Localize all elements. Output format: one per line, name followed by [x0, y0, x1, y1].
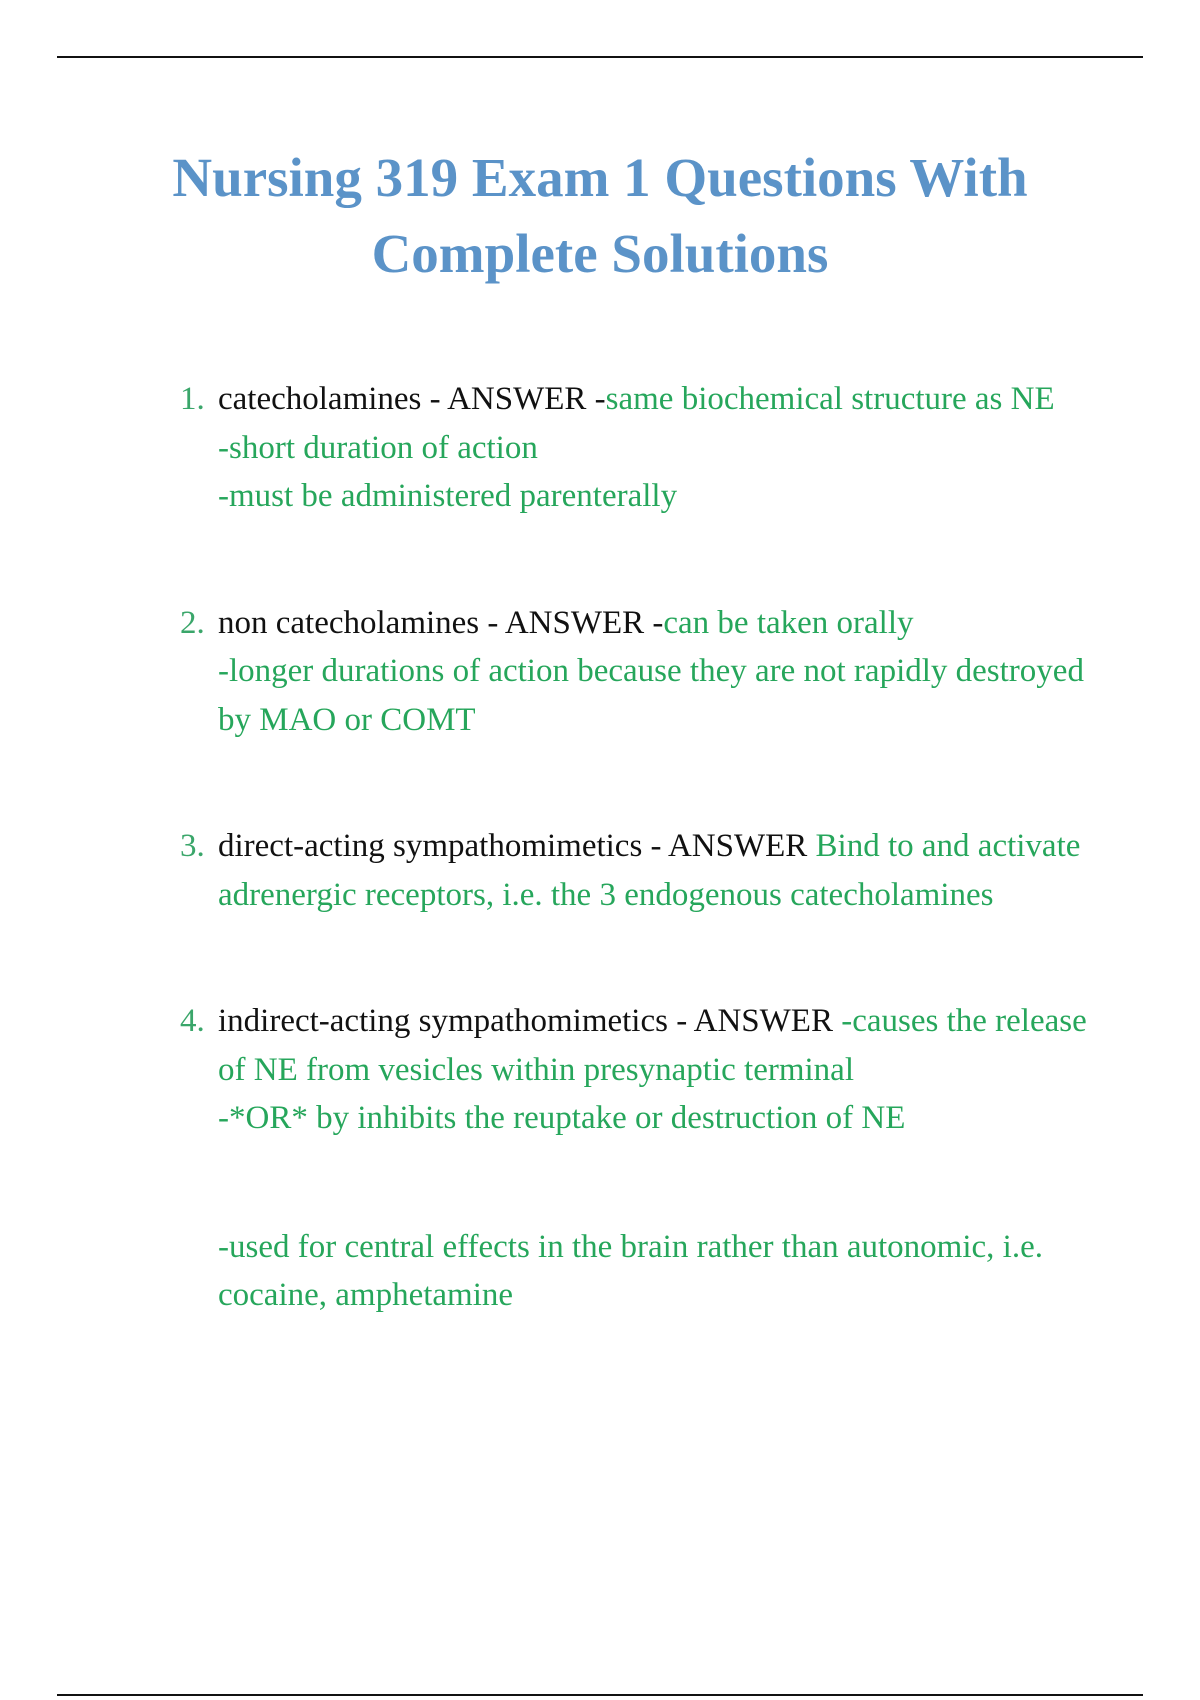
item-answer: -causes the release of NE from vesicles within presynaptic terminal — [218, 1003, 1087, 1088]
item-term: catecholamines - ANSWER - — [218, 381, 606, 417]
bottom-rule — [57, 1694, 1143, 1696]
item-answer: -longer durations of action because they are not rapidly destroyed by MAO or COMT — [218, 653, 1084, 738]
title-line-2: Complete Solutions — [371, 223, 829, 284]
document-title — [100, 140, 1100, 292]
qa-item-3 — [180, 822, 1100, 919]
paragraph-gap — [218, 1143, 1100, 1223]
title-line-1: Nursing 319 Exam 1 Questions With — [172, 147, 1028, 208]
item-number: 2. — [180, 604, 205, 641]
item-number: 4. — [180, 1003, 205, 1039]
item-answer: can be taken orally — [663, 604, 914, 641]
item-answer: -short duration of action — [218, 429, 538, 466]
item-answer: same biochemical structure as NE — [605, 381, 1055, 417]
qa-item-1 — [180, 375, 1100, 521]
qa-list — [180, 375, 1100, 1398]
item-term: direct-acting sympathomimetics - ANSWER — [218, 828, 816, 864]
item-number: 3. — [180, 828, 205, 864]
item-answer: -used for central effects in the brain rather than autonomic, i.e. cocaine, amphetamine — [218, 1228, 1043, 1313]
top-rule — [57, 56, 1143, 58]
item-answer: -must be administered parenterally — [218, 478, 678, 514]
item-term: non catecholamines - ANSWER - — [218, 604, 664, 641]
item-answer: -*OR* by inhibits the reuptake or destruction of NE — [218, 1100, 906, 1136]
qa-item-4 — [180, 997, 1100, 1320]
item-answer: Bind to and activate adrenergic receptors, i.e. the 3 endogenous catecholamines — [218, 828, 1081, 913]
qa-item-2 — [180, 599, 1100, 745]
item-term: indirect-acting sympathomimetics - ANSWER — [218, 1003, 842, 1039]
item-number: 1. — [180, 381, 205, 417]
